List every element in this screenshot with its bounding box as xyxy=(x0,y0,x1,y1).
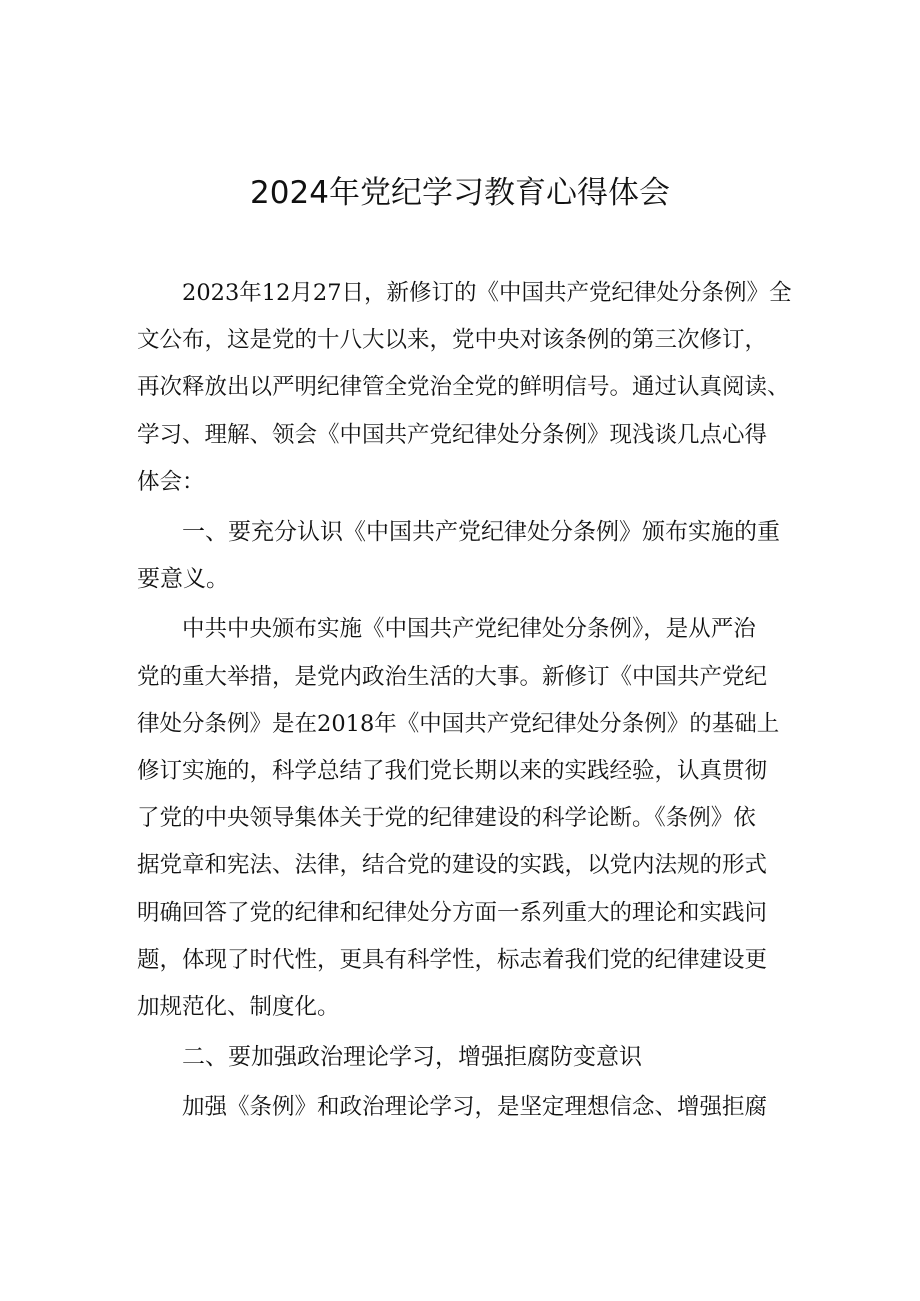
text-line: 党的重大举措，是党内政治生活的大事。新修订《中国共产党纪 xyxy=(137,663,768,690)
text-line: 文公布，这是党的十八大以来，党中央对该条例的第三次修订， xyxy=(137,327,768,354)
document-title: 2024年党纪学习教育心得体会 xyxy=(250,175,670,211)
heading-line: 一、要充分认识《中国共产党纪律处分条例》颁布实施的重 xyxy=(182,519,780,546)
document-body xyxy=(137,270,797,1132)
text-line: 2023年12月27日，新修订的《中国共产党纪律处分条例》全 xyxy=(182,280,792,306)
text-line: 中共中央颁布实施《中国共产党纪律处分条例》，是从严治 xyxy=(182,616,756,643)
text-line: 加规范化、制度化。 xyxy=(137,994,340,1021)
heading-line: 二、要加强政治理论学习，增强拒腐防变意识 xyxy=(182,1044,642,1071)
text-line: 据党章和宪法、法律，结合党的建设的实践，以党内法规的形式 xyxy=(137,852,768,879)
text-line: 修订实施的，科学总结了我们党长期以来的实践经验，认真贯彻 xyxy=(137,758,768,785)
heading-line: 要意义。 xyxy=(137,566,229,593)
text-line: 再次释放出以严明纪律管全党治全党的鲜明信号。通过认真阅读、 xyxy=(137,374,790,401)
text-line: 体会： xyxy=(137,468,205,495)
text-line: 题，体现了时代性，更具有科学性，标志着我们党的纪律建设更 xyxy=(137,946,768,973)
section-heading-2 xyxy=(137,1034,797,1081)
intro-paragraph xyxy=(137,270,797,506)
text-line: 了党的中央领导集体关于党的纪律建设的科学论断。《条例》依 xyxy=(137,805,756,832)
section-1-paragraph xyxy=(137,606,797,1031)
section-2-paragraph xyxy=(137,1084,797,1131)
text-line: 明确回答了党的纪律和纪律处分方面一系列重大的理论和实践问 xyxy=(137,899,768,926)
text-line: 学习、理解、领会《中国共产党纪律处分条例》现浅谈几点心得 xyxy=(137,421,768,448)
text-line: 加强《条例》和政治理论学习，是坚定理想信念、增强拒腐 xyxy=(182,1094,768,1121)
section-heading-1 xyxy=(137,509,797,603)
text-line: 律处分条例》是在2018年《中国共产党纪律处分条例》的基础上 xyxy=(137,710,780,737)
